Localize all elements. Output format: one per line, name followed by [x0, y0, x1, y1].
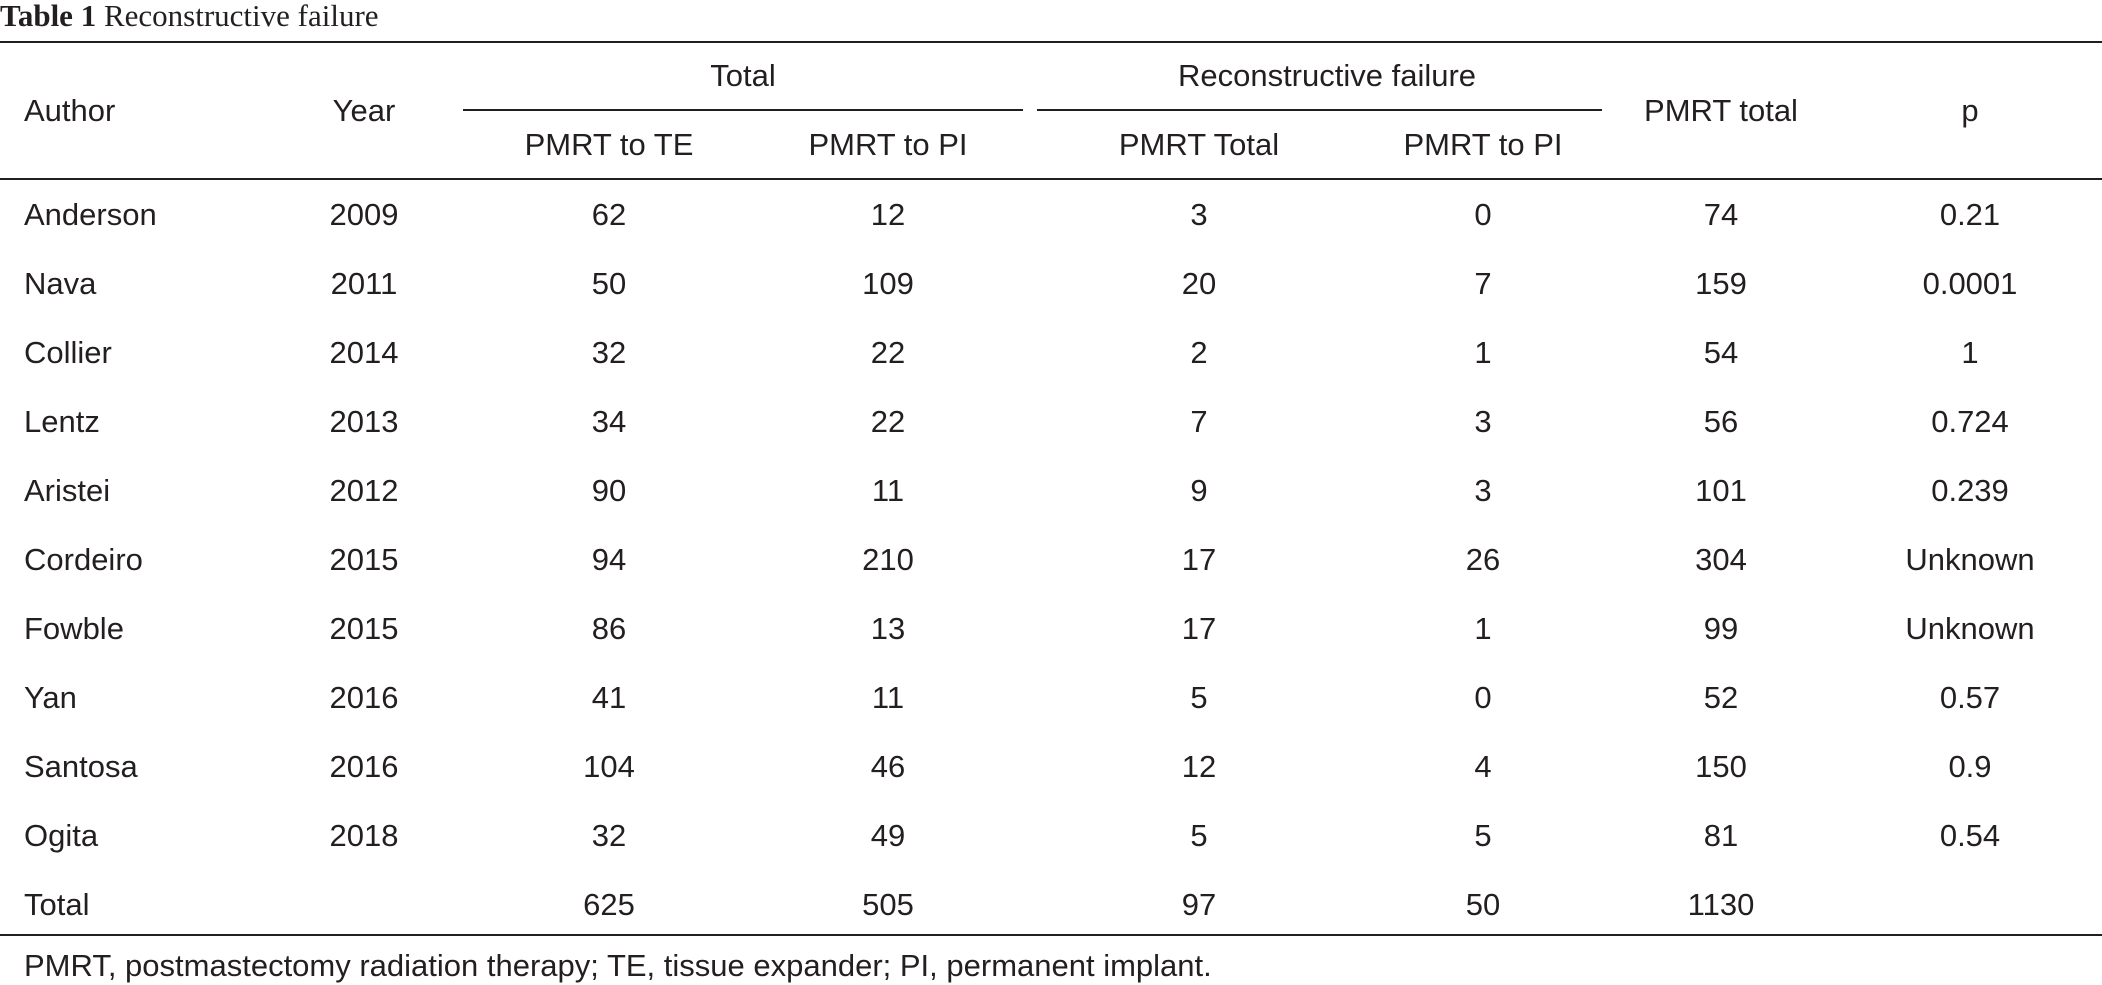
table-bottom-rule [0, 934, 2102, 936]
cell-author: Santosa [24, 749, 138, 784]
cell-year: 2014 [329, 335, 399, 370]
cell-failure-pmrt-to-pi: 7 [1474, 266, 1492, 301]
cell-failure-pmrt-to-pi: 26 [1465, 542, 1501, 577]
cell-pmrt-total: 159 [1695, 266, 1747, 301]
cell-p: 0.9 [1948, 749, 1992, 784]
cell-p: 0.57 [1939, 680, 2001, 715]
cell-pmrt-to-te: 90 [591, 473, 627, 508]
cell-failure-pmrt-total: 17 [1181, 542, 1217, 577]
cell-year: 2015 [329, 542, 399, 577]
cell-author: Cordeiro [24, 542, 143, 577]
cell-pmrt-to-te: 41 [591, 680, 627, 715]
cell-failure-pmrt-total: 20 [1181, 266, 1217, 301]
cell-failure-pmrt-to-pi: 5 [1474, 818, 1492, 853]
table-caption [0, 0, 379, 38]
header-group-total: Total [710, 58, 776, 93]
cell-p: 0.54 [1939, 818, 2001, 853]
cell-pmrt-to-te: 62 [591, 197, 627, 232]
cell-pmrt-to-te: 50 [591, 266, 627, 301]
cell-failure-pmrt-total: 97 [1181, 887, 1217, 922]
cell-year: 2016 [329, 749, 399, 784]
cell-pmrt-to-pi-total: 49 [870, 818, 906, 853]
cell-year: 2015 [329, 611, 399, 646]
cell-author: Fowble [24, 611, 124, 646]
cell-pmrt-to-pi-total: 22 [870, 335, 906, 370]
cell-author: Ogita [24, 818, 99, 853]
header-bottom-rule [0, 178, 2102, 180]
cell-pmrt-to-te: 86 [591, 611, 627, 646]
cell-pmrt-to-te: 104 [583, 749, 635, 784]
cell-p: 0.21 [1939, 197, 2001, 232]
cell-year: 2011 [330, 266, 398, 301]
cell-failure-pmrt-total: 12 [1181, 749, 1217, 784]
cell-pmrt-to-te: 34 [591, 404, 627, 439]
cell-pmrt-total: 99 [1703, 611, 1739, 646]
header-pmrt-to-pi-total: PMRT to PI [808, 127, 968, 162]
cell-failure-pmrt-to-pi: 3 [1474, 473, 1492, 508]
cell-year: 2012 [329, 473, 399, 508]
header-group-reconstructive-failure: Reconstructive failure [1177, 58, 1477, 93]
cell-pmrt-to-pi-total: 12 [870, 197, 906, 232]
cell-year: 2013 [329, 404, 399, 439]
cell-pmrt-total: 52 [1703, 680, 1739, 715]
cell-pmrt-total: 74 [1703, 197, 1739, 232]
header-pmrt-to-pi-failure: PMRT to PI [1403, 127, 1563, 162]
cell-failure-pmrt-to-pi: 1 [1474, 335, 1492, 370]
table-footnote: PMRT, postmastectomy radiation therapy; TE, tissue expander; PI, permanent implant. [24, 948, 1212, 983]
cell-failure-pmrt-to-pi: 4 [1474, 749, 1492, 784]
total-group-rule [463, 109, 1023, 111]
cell-author: Total [24, 887, 90, 922]
cell-pmrt-to-te: 94 [591, 542, 627, 577]
cell-p: 0.724 [1931, 404, 2009, 439]
cell-author: Yan [24, 680, 77, 715]
cell-p: 0.0001 [1922, 266, 2018, 301]
cell-p: Unknown [1905, 611, 2035, 646]
cell-pmrt-total: 150 [1695, 749, 1747, 784]
cell-year: 2009 [329, 197, 399, 232]
header-pmrt-total-failure: PMRT Total [1118, 127, 1280, 162]
cell-pmrt-to-pi-total: 109 [862, 266, 914, 301]
cell-failure-pmrt-total: 3 [1190, 197, 1208, 232]
cell-failure-pmrt-total: 9 [1190, 473, 1208, 508]
header-p: p [1961, 93, 1979, 128]
cell-pmrt-to-pi-total: 22 [870, 404, 906, 439]
cell-pmrt-to-te: 32 [591, 335, 627, 370]
cell-pmrt-to-pi-total: 11 [871, 473, 905, 508]
cell-author: Anderson [24, 197, 157, 232]
cell-pmrt-to-pi-total: 11 [871, 680, 905, 715]
header-author: Author [24, 93, 116, 128]
cell-author: Lentz [24, 404, 100, 439]
table-top-rule [0, 41, 2102, 43]
cell-failure-pmrt-to-pi: 3 [1474, 404, 1492, 439]
cell-p: 0.239 [1931, 473, 2009, 508]
cell-author: Nava [24, 266, 97, 301]
cell-pmrt-total: 1130 [1687, 887, 1755, 922]
table-caption-title: Reconstructive failure [103, 0, 379, 33]
cell-failure-pmrt-total: 5 [1190, 818, 1208, 853]
cell-pmrt-total: 304 [1695, 542, 1747, 577]
cell-pmrt-to-pi-total: 505 [862, 887, 914, 922]
failure-group-rule [1037, 109, 1602, 111]
cell-failure-pmrt-to-pi: 1 [1474, 611, 1492, 646]
header-pmrt-total: PMRT total [1644, 93, 1798, 128]
cell-failure-pmrt-to-pi: 50 [1465, 887, 1501, 922]
header-pmrt-to-te: PMRT to TE [524, 127, 694, 162]
header-year: Year [332, 93, 396, 128]
cell-pmrt-to-pi-total: 46 [870, 749, 906, 784]
cell-pmrt-to-pi-total: 210 [862, 542, 914, 577]
cell-pmrt-to-te: 625 [583, 887, 635, 922]
cell-p: Unknown [1905, 542, 2035, 577]
cell-pmrt-total: 101 [1695, 473, 1747, 508]
cell-failure-pmrt-to-pi: 0 [1474, 680, 1492, 715]
table-caption-label: Table 1 [0, 0, 97, 33]
cell-author: Collier [24, 335, 112, 370]
cell-year: 2018 [329, 818, 399, 853]
cell-pmrt-total: 54 [1703, 335, 1739, 370]
cell-failure-pmrt-total: 5 [1190, 680, 1208, 715]
cell-failure-pmrt-total: 17 [1181, 611, 1217, 646]
cell-pmrt-total: 56 [1703, 404, 1739, 439]
cell-failure-pmrt-total: 7 [1190, 404, 1208, 439]
cell-pmrt-total: 81 [1703, 818, 1739, 853]
cell-failure-pmrt-to-pi: 0 [1474, 197, 1492, 232]
cell-p: 1 [1961, 335, 1979, 370]
cell-pmrt-to-pi-total: 13 [870, 611, 906, 646]
cell-year: 2016 [329, 680, 399, 715]
cell-author: Aristei [24, 473, 111, 508]
cell-failure-pmrt-total: 2 [1190, 335, 1208, 370]
cell-pmrt-to-te: 32 [591, 818, 627, 853]
